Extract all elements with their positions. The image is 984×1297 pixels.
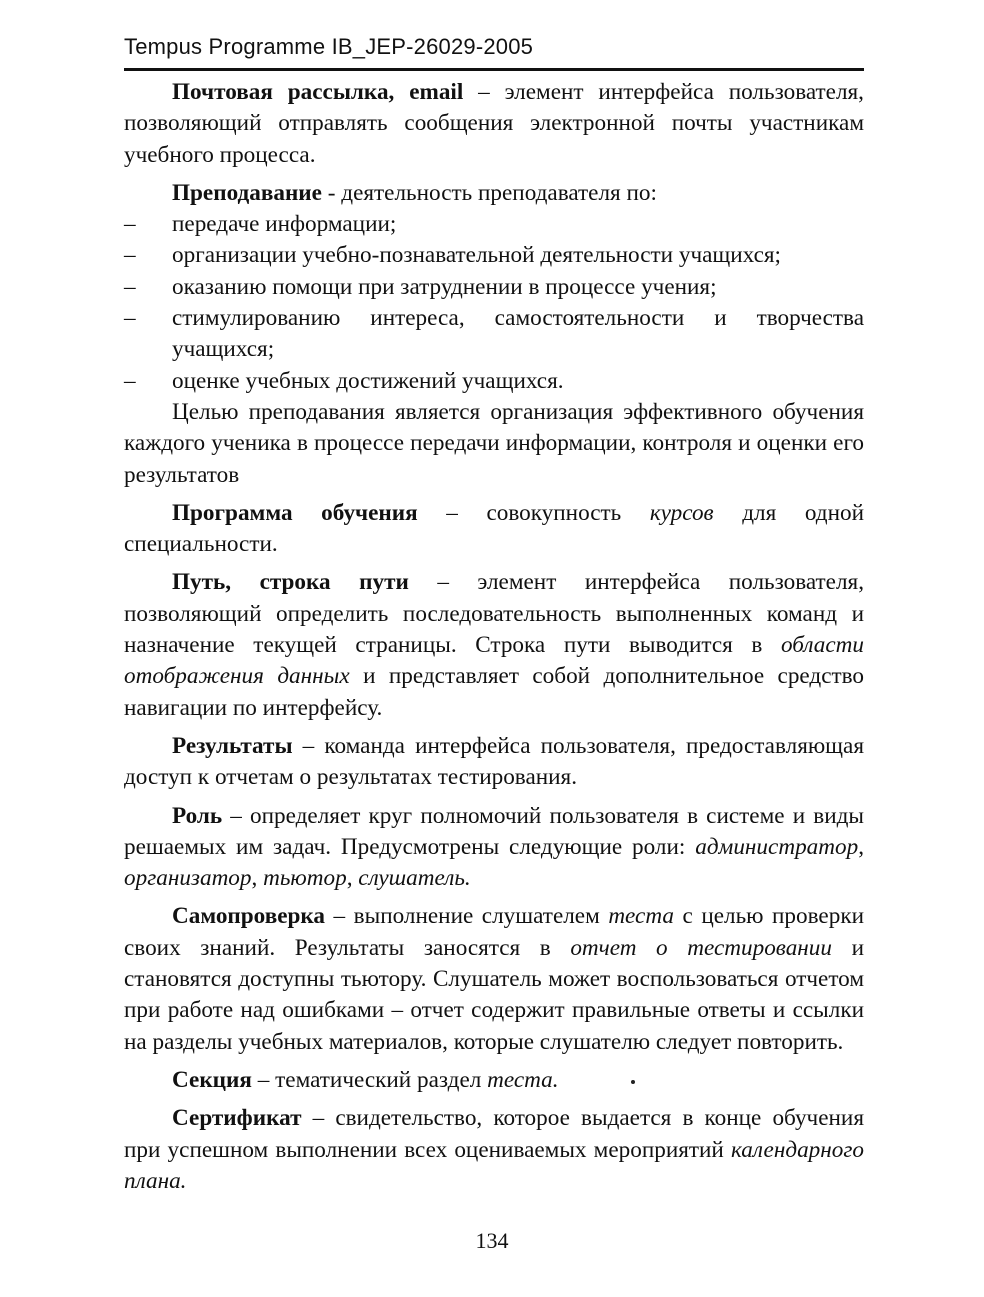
- definition-text: – тематический раздел: [251, 1066, 488, 1093]
- term-program: Программа обучения: [172, 499, 418, 526]
- role-name: тьютор: [263, 865, 347, 892]
- entry-teaching: [124, 178, 864, 209]
- definition-text: – совокупность: [417, 499, 650, 526]
- definition-teaching: - деятельность преподавателя по:: [321, 179, 657, 206]
- entry-program: [124, 498, 864, 561]
- cross-reference: области отображения данных: [124, 632, 864, 690]
- page-number: 134: [475, 1228, 509, 1253]
- entry-certificate: [124, 1103, 864, 1197]
- glossary-body: [124, 77, 864, 1197]
- term-teaching: Преподавание: [172, 179, 322, 206]
- list-item: [124, 272, 864, 303]
- term-section: Секция: [172, 1066, 252, 1093]
- teaching-goal-paragraph: Целью преподавания является организация эффективного обучения каждого ученика в процессе передачи информации, контроля и оценки его результатов: [124, 398, 864, 488]
- cross-reference: теста.: [487, 1066, 559, 1093]
- list-item-text: передаче информации;: [172, 211, 397, 238]
- dash-bullet: –: [124, 273, 136, 300]
- definition-text: – элемент интерфейса пользователя, позволяющий определить последовательность выполненных команд и назначение текущей страницы. Строка пути выводится в: [124, 569, 864, 659]
- entry-results: [124, 731, 864, 794]
- cross-reference: курсов: [649, 499, 714, 526]
- teaching-activities-list: [124, 209, 864, 397]
- list-item: [124, 366, 864, 397]
- list-item-text: оказанию помощи при затруднении в процессе учения;: [172, 273, 717, 300]
- cross-reference: теста: [608, 903, 674, 930]
- document-page: [124, 30, 864, 1197]
- cross-reference: отчет о тестировании: [570, 934, 832, 961]
- running-header: Tempus Programme IB_JEP-26029-2005: [124, 34, 534, 59]
- separator: ,: [346, 865, 359, 892]
- definition-text: для одной специальности.: [124, 499, 864, 558]
- speck-mark: [631, 1080, 635, 1084]
- term-certificate: Сертификат: [172, 1105, 302, 1132]
- term-selfcheck: Самопроверка: [172, 903, 326, 930]
- term-mail: Почтовая рассылка, email: [172, 79, 464, 105]
- dash-bullet: –: [124, 211, 136, 238]
- dash-bullet: –: [124, 367, 136, 394]
- definition-mail: – элемент интерфейса пользователя, позволяющий отправлять сообщения электронной почты участникам учебного процесса.: [124, 79, 864, 168]
- definition-text: – команда интерфейса пользователя, предоставляющая доступ к отчетам о результатах тестирования.: [124, 732, 864, 791]
- entry-path: [124, 567, 864, 723]
- role-name: организатор: [124, 865, 252, 892]
- separator: ,: [858, 833, 864, 860]
- definition-text: и становятся доступны тьютору. Слушатель может воспользоваться отчетом при работе над ошибками – отчет содержит правильные ответы и ссылки на разделы учебных материалов, которые слушателю следует повторить.: [124, 934, 864, 1055]
- dash-bullet: –: [124, 305, 136, 332]
- term-role: Роль: [172, 802, 223, 829]
- separator: .: [464, 865, 471, 892]
- role-name: администратор: [695, 833, 859, 860]
- definition-text: с целью проверки своих знаний. Результаты заносятся в: [124, 903, 864, 961]
- list-item-text: организации учебно-познавательной деятельности учащихся;: [172, 242, 781, 269]
- dash-bullet: –: [124, 242, 136, 269]
- list-item-text: стимулированию интереса, самостоятельности и творчества учащихся;: [172, 305, 864, 363]
- definition-text: – свидетельство, которое выдается в конце обучения при успешном выполнении всех оцениваемых мероприятий: [124, 1105, 864, 1163]
- list-item-text: оценке учебных достижений учащихся.: [172, 367, 564, 394]
- definition-text: – определяет круг полномочий пользователя в системе и виды решаемых им задач. Предусмотрены следующие роли:: [124, 802, 864, 860]
- term-results: Результаты: [172, 732, 293, 759]
- cross-reference: календарного плана.: [124, 1136, 864, 1194]
- definition-text: – выполнение слушателем: [325, 903, 609, 930]
- entry-selfcheck: [124, 901, 864, 1057]
- definition-text: и представляет собой дополнительное средство навигации по интерфейсу.: [124, 663, 865, 721]
- entry-section: [124, 1065, 864, 1096]
- list-item: [124, 303, 864, 366]
- list-item: [124, 240, 864, 271]
- entry-role: [124, 801, 864, 895]
- separator: ,: [251, 865, 264, 892]
- role-name: слушатель: [358, 865, 465, 892]
- list-item: [124, 209, 864, 240]
- term-path: Путь, строка пути: [172, 569, 409, 596]
- header-rule: [124, 68, 864, 71]
- entry-mail: [124, 77, 864, 171]
